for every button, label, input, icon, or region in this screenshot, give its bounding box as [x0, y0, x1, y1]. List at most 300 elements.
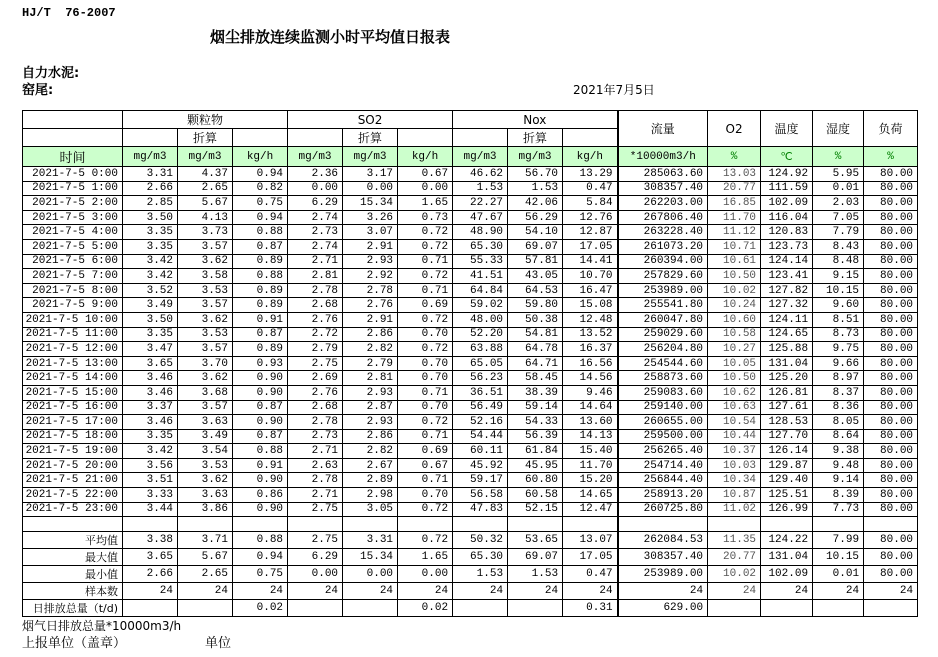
- value-cell: 41.51: [453, 269, 508, 284]
- time-cell: 2021-7-5 12:00: [23, 342, 123, 357]
- summary-value-cell: 1.53: [453, 565, 508, 582]
- value-cell: 2.91: [343, 312, 398, 327]
- column-header-3: 湿度: [813, 111, 864, 147]
- value-cell: 11.12: [708, 225, 761, 240]
- value-cell: 124.65: [761, 327, 813, 342]
- summary-label-cell: 最大值: [23, 548, 123, 565]
- value-cell: 46.62: [453, 167, 508, 182]
- summary-value-cell: 17.05: [563, 548, 618, 565]
- summary-value-cell: 10.15: [813, 548, 864, 565]
- value-cell: 3.50: [123, 312, 178, 327]
- data-row: [23, 239, 918, 254]
- summary-value-cell: 24: [123, 582, 178, 599]
- value-cell: 4.37: [178, 167, 233, 182]
- value-cell: 3.35: [123, 327, 178, 342]
- value-cell: 3.62: [178, 254, 233, 269]
- value-cell: 11.70: [708, 210, 761, 225]
- separator-time-cell: [23, 517, 123, 532]
- column-header-2: 温度: [761, 111, 813, 147]
- summary-value-cell: 0.94: [233, 548, 288, 565]
- unit-header-6: mg/m3: [453, 147, 508, 167]
- data-row: [23, 167, 918, 182]
- value-cell: 12.76: [563, 210, 618, 225]
- value-cell: 0.00: [398, 181, 453, 196]
- value-cell: 3.46: [123, 415, 178, 430]
- summary-value-cell: 0.47: [563, 565, 618, 582]
- value-cell: 10.27: [708, 342, 761, 357]
- value-cell: 80.00: [864, 283, 918, 298]
- value-cell: 0.72: [398, 225, 453, 240]
- value-cell: 3.53: [178, 327, 233, 342]
- value-cell: 15.34: [343, 196, 398, 211]
- summary-value-cell: [288, 599, 343, 616]
- reporting-unit-stamp-label: 上报单位（盖章）: [22, 636, 127, 651]
- value-cell: 257829.60: [618, 269, 708, 284]
- value-cell: 10.58: [708, 327, 761, 342]
- time-cell: 2021-7-5 2:00: [23, 196, 123, 211]
- value-cell: 267806.40: [618, 210, 708, 225]
- value-cell: 129.87: [761, 458, 813, 473]
- value-cell: 14.41: [563, 254, 618, 269]
- value-cell: 80.00: [864, 400, 918, 415]
- value-cell: 0.87: [233, 429, 288, 444]
- data-row: [23, 473, 918, 488]
- summary-label-cell: 样本数: [23, 582, 123, 599]
- value-cell: 12.48: [563, 312, 618, 327]
- time-header-blank: [23, 111, 123, 129]
- summary-value-cell: 80.00: [864, 531, 918, 548]
- value-cell: 2.78: [288, 473, 343, 488]
- value-cell: 80.00: [864, 254, 918, 269]
- value-cell: 9.75: [813, 342, 864, 357]
- value-cell: 64.71: [508, 356, 563, 371]
- value-cell: 308357.40: [618, 181, 708, 196]
- value-cell: 80.00: [864, 167, 918, 182]
- value-cell: 13.60: [563, 415, 618, 430]
- value-cell: 2.74: [288, 239, 343, 254]
- data-row: [23, 429, 918, 444]
- value-cell: 80.00: [864, 429, 918, 444]
- value-cell: 2.93: [343, 254, 398, 269]
- value-cell: 0.88: [233, 444, 288, 459]
- separator-row: [23, 517, 918, 532]
- value-cell: 2.76: [288, 385, 343, 400]
- summary-value-cell: 0.00: [288, 565, 343, 582]
- value-cell: 125.20: [761, 371, 813, 386]
- value-cell: 0.89: [233, 283, 288, 298]
- time-cell: 2021-7-5 10:00: [23, 312, 123, 327]
- value-cell: 56.58: [453, 488, 508, 503]
- value-cell: 10.54: [708, 415, 761, 430]
- value-cell: 3.57: [178, 298, 233, 313]
- value-cell: 10.03: [708, 458, 761, 473]
- value-cell: 2.68: [288, 400, 343, 415]
- data-row: [23, 269, 918, 284]
- value-cell: 14.65: [563, 488, 618, 503]
- value-cell: 10.24: [708, 298, 761, 313]
- value-cell: 0.69: [398, 298, 453, 313]
- separator-cell: [761, 517, 813, 532]
- summary-value-cell: 2.75: [288, 531, 343, 548]
- summary-value-cell: 0.75: [233, 565, 288, 582]
- summary-value-cell: 7.99: [813, 531, 864, 548]
- data-row: [23, 283, 918, 298]
- value-cell: 0.90: [233, 385, 288, 400]
- value-cell: 2.81: [343, 371, 398, 386]
- value-cell: 256265.40: [618, 444, 708, 459]
- summary-row: [23, 548, 918, 565]
- value-cell: 126.81: [761, 385, 813, 400]
- summary-label-cell: 最小值: [23, 565, 123, 582]
- value-cell: 3.53: [178, 458, 233, 473]
- value-cell: 3.62: [178, 312, 233, 327]
- data-row: [23, 342, 918, 357]
- summary-value-cell: 6.29: [288, 548, 343, 565]
- value-cell: 9.46: [563, 385, 618, 400]
- kiln-location-label: 窑尾:: [22, 83, 54, 98]
- value-cell: 2.72: [288, 327, 343, 342]
- column-header-4: 负荷: [864, 111, 918, 147]
- value-cell: 80.00: [864, 371, 918, 386]
- summary-value-cell: [508, 599, 563, 616]
- value-cell: 16.56: [563, 356, 618, 371]
- value-cell: 60.80: [508, 473, 563, 488]
- value-cell: 38.39: [508, 385, 563, 400]
- value-cell: 0.89: [233, 342, 288, 357]
- value-cell: 3.44: [123, 502, 178, 517]
- value-cell: 0.00: [343, 181, 398, 196]
- value-cell: 3.42: [123, 269, 178, 284]
- value-cell: 2.74: [288, 210, 343, 225]
- separator-cell: [618, 517, 708, 532]
- value-cell: 2.67: [343, 458, 398, 473]
- value-cell: 10.87: [708, 488, 761, 503]
- value-cell: 125.51: [761, 488, 813, 503]
- value-cell: 2.76: [288, 312, 343, 327]
- value-cell: 126.14: [761, 444, 813, 459]
- value-cell: 12.47: [563, 502, 618, 517]
- value-cell: 54.44: [453, 429, 508, 444]
- value-cell: 2.78: [288, 283, 343, 298]
- summary-value-cell: 53.65: [508, 531, 563, 548]
- value-cell: 10.02: [708, 283, 761, 298]
- value-cell: 0.94: [233, 210, 288, 225]
- value-cell: 3.49: [178, 429, 233, 444]
- value-cell: 15.20: [563, 473, 618, 488]
- summary-value-cell: [864, 599, 918, 616]
- summary-value-cell: [708, 599, 761, 616]
- value-cell: 0.87: [233, 327, 288, 342]
- value-cell: 11.70: [563, 458, 618, 473]
- converted-header-2: 折算: [508, 129, 563, 147]
- value-cell: 65.05: [453, 356, 508, 371]
- value-cell: 80.00: [864, 473, 918, 488]
- value-cell: 47.83: [453, 502, 508, 517]
- value-cell: 80.00: [864, 196, 918, 211]
- group-sub-blank: [453, 129, 508, 147]
- summary-value-cell: 102.09: [761, 565, 813, 582]
- value-cell: 2.71: [288, 254, 343, 269]
- monitoring-table: [22, 110, 918, 617]
- value-cell: 55.33: [453, 254, 508, 269]
- data-row: [23, 181, 918, 196]
- value-cell: 54.33: [508, 415, 563, 430]
- value-cell: 2.87: [343, 400, 398, 415]
- value-cell: 3.47: [123, 342, 178, 357]
- data-row: [23, 400, 918, 415]
- value-cell: 124.11: [761, 312, 813, 327]
- value-cell: 0.71: [398, 429, 453, 444]
- summary-value-cell: [453, 599, 508, 616]
- value-cell: 0.00: [288, 181, 343, 196]
- separator-cell: [343, 517, 398, 532]
- value-cell: 80.00: [864, 415, 918, 430]
- value-cell: 0.72: [398, 269, 453, 284]
- value-cell: 256844.40: [618, 473, 708, 488]
- data-row: [23, 458, 918, 473]
- summary-value-cell: 2.65: [178, 565, 233, 582]
- value-cell: 260725.80: [618, 502, 708, 517]
- value-cell: 3.35: [123, 225, 178, 240]
- converted-header-1: 折算: [343, 129, 398, 147]
- summary-value-cell: 3.71: [178, 531, 233, 548]
- value-cell: 260047.80: [618, 312, 708, 327]
- value-cell: 3.54: [178, 444, 233, 459]
- value-cell: 60.11: [453, 444, 508, 459]
- value-cell: 2.78: [288, 415, 343, 430]
- value-cell: 2.71: [288, 488, 343, 503]
- value-cell: 80.00: [864, 502, 918, 517]
- summary-value-cell: 50.32: [453, 531, 508, 548]
- value-cell: 128.53: [761, 415, 813, 430]
- value-cell: 80.00: [864, 488, 918, 503]
- unit-header-10: %: [708, 147, 761, 167]
- data-row: [23, 444, 918, 459]
- value-cell: 9.14: [813, 473, 864, 488]
- value-cell: 10.70: [563, 269, 618, 284]
- value-cell: 5.84: [563, 196, 618, 211]
- summary-row: [23, 582, 918, 599]
- value-cell: 5.95: [813, 167, 864, 182]
- value-cell: 20.77: [708, 181, 761, 196]
- time-cell: 2021-7-5 6:00: [23, 254, 123, 269]
- summary-value-cell: [761, 599, 813, 616]
- value-cell: 0.72: [398, 502, 453, 517]
- time-cell: 2021-7-5 19:00: [23, 444, 123, 459]
- value-cell: 8.43: [813, 239, 864, 254]
- value-cell: 80.00: [864, 385, 918, 400]
- value-cell: 60.58: [508, 488, 563, 503]
- header-row-groups: [23, 111, 918, 129]
- summary-value-cell: 1.65: [398, 548, 453, 565]
- value-cell: 9.66: [813, 356, 864, 371]
- value-cell: 2.73: [288, 225, 343, 240]
- value-cell: 58.45: [508, 371, 563, 386]
- time-header: 时间: [23, 147, 123, 167]
- value-cell: 10.15: [813, 283, 864, 298]
- summary-value-cell: 262084.53: [618, 531, 708, 548]
- value-cell: 259083.60: [618, 385, 708, 400]
- value-cell: 127.70: [761, 429, 813, 444]
- value-cell: 9.60: [813, 298, 864, 313]
- value-cell: 0.70: [398, 356, 453, 371]
- value-cell: 3.07: [343, 225, 398, 240]
- value-cell: 2.63: [288, 458, 343, 473]
- value-cell: 2.91: [343, 239, 398, 254]
- value-cell: 2.68: [288, 298, 343, 313]
- summary-value-cell: 5.67: [178, 548, 233, 565]
- value-cell: 2.86: [343, 327, 398, 342]
- value-cell: 61.84: [508, 444, 563, 459]
- data-row: [23, 415, 918, 430]
- value-cell: 0.91: [233, 458, 288, 473]
- value-cell: 13.03: [708, 167, 761, 182]
- summary-value-cell: 65.30: [453, 548, 508, 565]
- value-cell: 3.50: [123, 210, 178, 225]
- value-cell: 259029.60: [618, 327, 708, 342]
- value-cell: 13.52: [563, 327, 618, 342]
- value-cell: 126.99: [761, 502, 813, 517]
- value-cell: 2.75: [288, 502, 343, 517]
- value-cell: 3.49: [123, 298, 178, 313]
- summary-value-cell: 3.38: [123, 531, 178, 548]
- value-cell: 3.35: [123, 429, 178, 444]
- separator-cell: [813, 517, 864, 532]
- value-cell: 3.58: [178, 269, 233, 284]
- value-cell: 3.46: [123, 371, 178, 386]
- value-cell: 15.40: [563, 444, 618, 459]
- value-cell: 10.50: [708, 269, 761, 284]
- summary-value-cell: 24: [864, 582, 918, 599]
- group-sub-blank: [233, 129, 288, 147]
- separator-cell: [708, 517, 761, 532]
- data-row: [23, 225, 918, 240]
- value-cell: 52.20: [453, 327, 508, 342]
- summary-value-cell: 24: [288, 582, 343, 599]
- value-cell: 124.92: [761, 167, 813, 182]
- unit-header-1: mg/m3: [178, 147, 233, 167]
- report-title: 烟尘排放连续监测小时平均值日报表: [210, 28, 451, 46]
- value-cell: 261073.20: [618, 239, 708, 254]
- value-cell: 3.05: [343, 502, 398, 517]
- value-cell: 3.56: [123, 458, 178, 473]
- value-cell: 56.23: [453, 371, 508, 386]
- value-cell: 3.33: [123, 488, 178, 503]
- value-cell: 111.59: [761, 181, 813, 196]
- value-cell: 3.65: [123, 356, 178, 371]
- summary-value-cell: 1.53: [508, 565, 563, 582]
- value-cell: 0.75: [233, 196, 288, 211]
- summary-value-cell: 24: [761, 582, 813, 599]
- group-sub-blank: [563, 129, 618, 147]
- value-cell: 2.89: [343, 473, 398, 488]
- value-cell: 3.57: [178, 239, 233, 254]
- value-cell: 0.71: [398, 385, 453, 400]
- unit-header-5: kg/h: [398, 147, 453, 167]
- value-cell: 80.00: [864, 312, 918, 327]
- value-cell: 56.70: [508, 167, 563, 182]
- value-cell: 80.00: [864, 181, 918, 196]
- value-cell: 0.90: [233, 473, 288, 488]
- value-cell: 0.47: [563, 181, 618, 196]
- data-row: [23, 196, 918, 211]
- value-cell: 59.14: [508, 400, 563, 415]
- summary-value-cell: 0.00: [343, 565, 398, 582]
- value-cell: 56.49: [453, 400, 508, 415]
- time-cell: 2021-7-5 20:00: [23, 458, 123, 473]
- value-cell: 64.78: [508, 342, 563, 357]
- value-cell: 1.65: [398, 196, 453, 211]
- value-cell: 258913.20: [618, 488, 708, 503]
- summary-value-cell: 24: [563, 582, 618, 599]
- summary-value-cell: 131.04: [761, 548, 813, 565]
- summary-value-cell: 0.00: [398, 565, 453, 582]
- value-cell: 1.53: [508, 181, 563, 196]
- value-cell: 0.89: [233, 298, 288, 313]
- summary-value-cell: 69.07: [508, 548, 563, 565]
- value-cell: 262203.00: [618, 196, 708, 211]
- value-cell: 3.53: [178, 283, 233, 298]
- value-cell: 5.67: [178, 196, 233, 211]
- value-cell: 0.90: [233, 502, 288, 517]
- report-date: 2021年7月5日: [573, 83, 655, 97]
- value-cell: 123.41: [761, 269, 813, 284]
- unit-header-4: mg/m3: [343, 147, 398, 167]
- value-cell: 0.71: [398, 283, 453, 298]
- value-cell: 16.85: [708, 196, 761, 211]
- value-cell: 3.42: [123, 444, 178, 459]
- unit-header-13: %: [864, 147, 918, 167]
- value-cell: 80.00: [864, 327, 918, 342]
- summary-value-cell: 2.66: [123, 565, 178, 582]
- standard-code: HJ/T 76-2007: [22, 6, 116, 20]
- value-cell: 0.87: [233, 400, 288, 415]
- value-cell: 0.86: [233, 488, 288, 503]
- value-cell: 45.92: [453, 458, 508, 473]
- unit-label: 单位: [205, 636, 232, 651]
- value-cell: 3.52: [123, 283, 178, 298]
- value-cell: 52.16: [453, 415, 508, 430]
- value-cell: 3.31: [123, 167, 178, 182]
- summary-label-cell: 日排放总量（t/d): [23, 599, 123, 616]
- value-cell: 80.00: [864, 444, 918, 459]
- value-cell: 3.86: [178, 502, 233, 517]
- value-cell: 0.67: [398, 458, 453, 473]
- data-row: [23, 327, 918, 342]
- summary-value-cell: 13.07: [563, 531, 618, 548]
- value-cell: 127.82: [761, 283, 813, 298]
- value-cell: 2.03: [813, 196, 864, 211]
- group-header-1: SO2: [288, 111, 453, 129]
- value-cell: 0.90: [233, 371, 288, 386]
- value-cell: 0.94: [233, 167, 288, 182]
- value-cell: 260394.00: [618, 254, 708, 269]
- value-cell: 0.90: [233, 415, 288, 430]
- summary-value-cell: 10.02: [708, 565, 761, 582]
- unit-header-3: mg/m3: [288, 147, 343, 167]
- summary-row: [23, 599, 918, 616]
- value-cell: 3.63: [178, 415, 233, 430]
- value-cell: 48.90: [453, 225, 508, 240]
- value-cell: 2.79: [288, 342, 343, 357]
- value-cell: 3.70: [178, 356, 233, 371]
- value-cell: 0.72: [398, 312, 453, 327]
- time-cell: 2021-7-5 5:00: [23, 239, 123, 254]
- value-cell: 9.38: [813, 444, 864, 459]
- value-cell: 59.17: [453, 473, 508, 488]
- value-cell: 48.00: [453, 312, 508, 327]
- value-cell: 9.48: [813, 458, 864, 473]
